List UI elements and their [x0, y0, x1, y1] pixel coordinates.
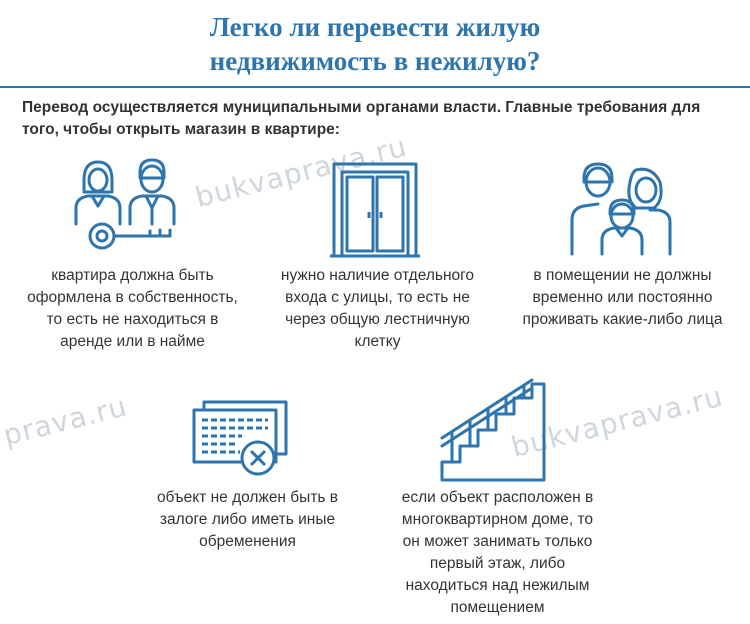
- requirement-encumbrance-text: [125, 487, 370, 553]
- caption-line: залоге либо иметь иные: [159, 511, 336, 528]
- caption-line: через общую лестничную: [285, 311, 470, 328]
- caption-line: квартира должна быть: [51, 267, 214, 284]
- watermark-left: prava.ru: [0, 389, 131, 453]
- staircase-icon: [438, 376, 548, 486]
- caption-line: проживать какие-либо лица: [522, 311, 723, 328]
- caption-line: если объект расположен в: [401, 489, 594, 506]
- caption-line: то есть не находиться в: [46, 311, 219, 328]
- caption-line: клетку: [354, 333, 401, 350]
- watermark-right: bukvaprava.ru: [508, 379, 727, 465]
- intro-line-2: того, чтобы открыть магазин в квартире:: [22, 121, 340, 138]
- intro-text: [22, 97, 722, 141]
- caption-line: объект не должен быть в: [156, 489, 339, 506]
- caption-line: оформлена в собственность,: [27, 289, 238, 306]
- requirement-floor-text: [370, 487, 625, 619]
- caption-line: входа с улицы, то есть не: [285, 289, 470, 306]
- page-title: [0, 10, 750, 78]
- door-icon: [330, 160, 420, 260]
- title-line-2: недвижимость в нежилую?: [209, 46, 541, 76]
- caption-line: в помещении не должны: [533, 267, 712, 284]
- owners-with-key-icon: [70, 158, 182, 258]
- caption-line: многоквартирном доме, то: [401, 511, 594, 528]
- caption-line: нужно наличие отдельного: [280, 267, 475, 284]
- title-divider: [0, 86, 750, 88]
- requirement-ownership-text: [10, 265, 255, 353]
- caption-line: аренде или в найме: [60, 333, 205, 350]
- requirement-entrance-text: [255, 265, 500, 353]
- caption-line: временно или постоянно: [532, 289, 713, 306]
- caption-line: помещением: [450, 599, 545, 616]
- watermark-top: bukvaprava.ru: [192, 129, 411, 215]
- caption-line: обременения: [199, 533, 296, 550]
- requirement-residents-text: [500, 265, 745, 331]
- family-icon: [566, 160, 676, 260]
- caption-line: первый этаж, либо: [429, 555, 566, 572]
- caption-line: он может занимать только: [402, 533, 593, 550]
- title-line-1: Легко ли перевести жилую: [209, 12, 541, 42]
- intro-line-1: Перевод осуществляется муниципальными органами власти. Главные требования для: [22, 99, 701, 116]
- caption-line: находиться над нежилым: [405, 577, 590, 594]
- document-cross-icon: [190, 398, 290, 478]
